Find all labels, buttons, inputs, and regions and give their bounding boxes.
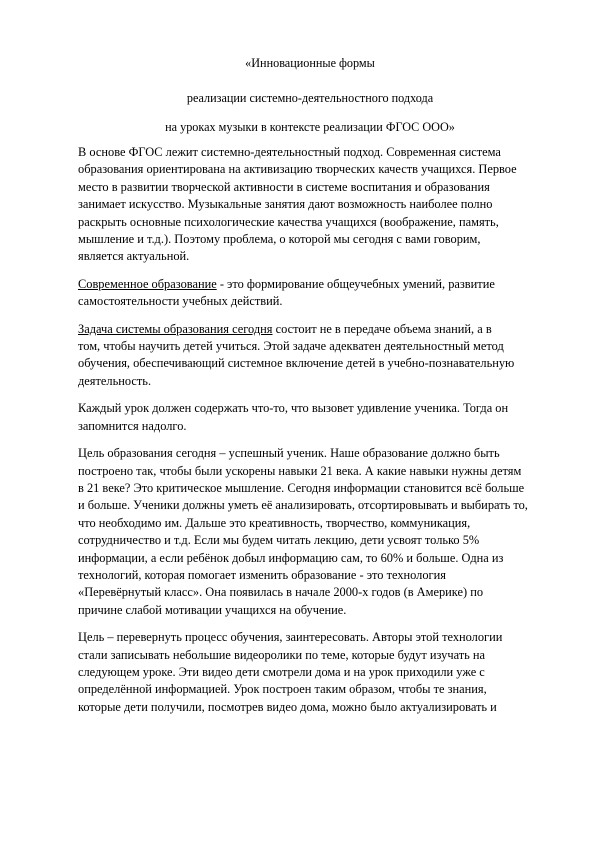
text-line: том, чтобы научить детей учиться. Этой задаче адекватен деятельностный метод [78, 339, 504, 354]
text-line: Каждый урок должен содержать что-то, что вызовет удивление ученика. Тогда он [78, 401, 509, 416]
text-line: занимает искусство. Музыкальные занятия дают возможность наиболее полно [78, 197, 493, 212]
text-line: определённой информацией. Урок построен таким образом, чтобы те знания, [78, 682, 487, 697]
text-line: мышление и т.д.). Поэтому проблема, о которой мы сегодня с вами говорим, [78, 232, 481, 247]
text-run: состоит не в передаче объема знаний, а в [272, 321, 492, 336]
text-line: образования ориентирована на активизацию творческих качеств учащихся. Первое [78, 162, 517, 177]
paragraph-flipped-class-goal [78, 629, 548, 716]
text-line: Цель образования сегодня – успешный ученик. Наше образование должно быть [78, 446, 500, 461]
text-line: информации, а если ребёнок добыл информацию сам, то 60% и больше. Одна из [78, 550, 504, 565]
text-line [78, 276, 548, 293]
text-run: - это формирование общеучебных умений, развитие [216, 276, 495, 291]
document-body [78, 144, 548, 726]
text-line: деятельность. [78, 373, 152, 388]
text-line: и больше. Ученики должны уметь её анализировать, отсортировывать и выбирать то, [78, 498, 528, 513]
text-line: «Перевёрнутый класс». Она появилась в начале 2000-х годов (в Америке) по [78, 585, 484, 600]
text-line: причине слабой мотивации учащихся на обучение. [78, 602, 347, 617]
paragraph-education-goal [78, 445, 548, 619]
text-line: построено так, чтобы были ускорены навыки 21 века. А какие навыки нужны детям [78, 463, 522, 478]
text-line: которые дети получили, посмотрев видео дома, можно было актуализировать и [78, 699, 497, 714]
text-line: Цель – перевернуть процесс обучения, заинтересовать. Авторы этой технологии [78, 630, 503, 645]
text-line: обучения, обеспечивающий системное включение детей в учебно-познавательную [78, 356, 515, 371]
text-line: запомнится надолго. [78, 418, 187, 433]
text-line: самостоятельности учебных действий. [78, 294, 283, 309]
paragraph-fgos-basis [78, 144, 548, 266]
text-line: сотрудничество и т.д. Если мы будем читать лекцию, дети усвоят только 5% [78, 533, 480, 548]
paragraph-education-task [78, 321, 548, 391]
text-line: В основе ФГОС лежит системно-деятельностный подход. Современная система [78, 145, 501, 159]
paragraph-lesson-surprise [78, 400, 548, 435]
text-line: что необходимо им. Дальше это креативность, творчество, коммуникация, [78, 515, 471, 530]
title-line-3: на уроках музыки в контексте реализации ФГОС ООО» [165, 120, 455, 134]
underlined-term: Современное образование [78, 276, 217, 291]
text-line: раскрыть основные психологические качества учащихся (воображение, память, [78, 214, 499, 229]
text-line [78, 321, 548, 338]
underlined-term: Задача системы образования сегодня [78, 321, 273, 336]
text-line: является актуальной. [78, 249, 190, 264]
paragraph-modern-education [78, 276, 548, 311]
text-line: место в развитии творческой активности в системе воспитания и образования [78, 179, 490, 194]
title-line-1: «Инновационные формы [245, 56, 375, 70]
text-line: технологий, которая помогает изменить образование - это технология [78, 567, 446, 582]
text-line: в 21 веке? Это критическое мышление. Сегодня информации становится всё больше [78, 480, 525, 495]
title-line-2: реализации системно-деятельностного подхода [186, 91, 434, 105]
text-line: следующем уроке. Эти видео дети смотрели дома и на урок приходили уже с [78, 664, 485, 679]
text-line: стали записывать небольшие видеоролики по теме, которые будут изучать на [78, 647, 486, 662]
